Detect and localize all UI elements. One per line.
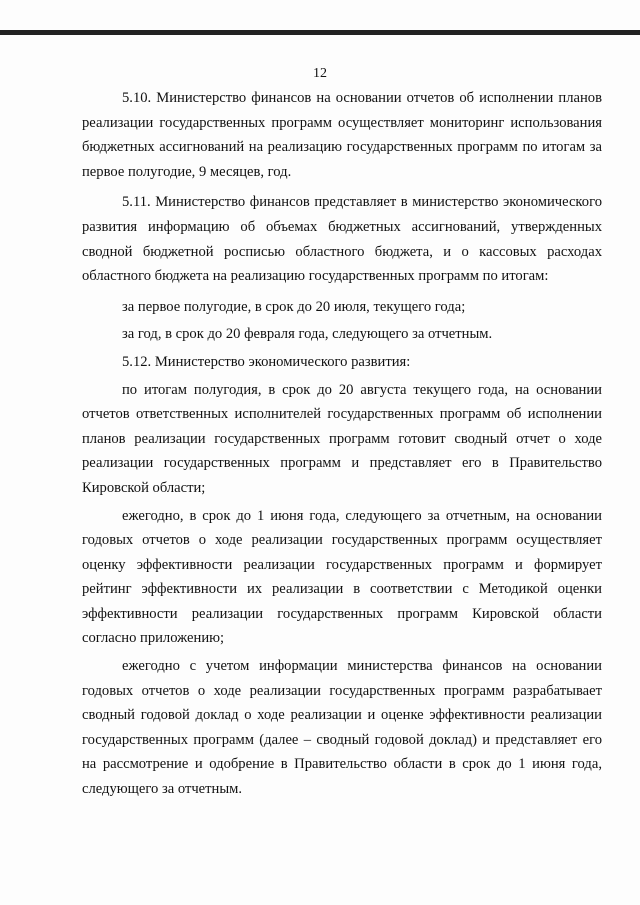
- paragraph-5-11: 5.11. Министерство финансов представляет в министерство экономического развития информацию об объемах бюджетных ассигнований, утвержденных сводной бюджетной росписью областного бюджета, и о кассовых расходах областного бюджета на реализацию государственных программ по итогам:: [82, 194, 602, 285]
- paragraph-5-10: 5.10. Министерство финансов на основании отчетов об исполнении планов реализации государственных программ осуществляет мониторинг использования бюджетных ассигнований на реализацию государственных программ по итогам за первое полугодие, 9 месяцев, год.: [82, 90, 602, 180]
- paragraph-5-12-item-annual-report: ежегодно с учетом информации министерства финансов на основании годовых отчетов о ходе реализации государственных программ разрабатывает сводный годовой доклад о ходе реализации и оценке эффективности реализации государственных программ (далее – сводный годовой доклад) и представляет его на рассмотрение и одобрение в Правительство области в срок до 1 июня года, следующего за отчетным.: [82, 658, 602, 798]
- paragraph-5-12-item-half-year: по итогам полугодия, в срок до 20 августа текущего года, на основании отчетов ответственных исполнителей государственных программ об исполнении планов реализации государственных программ готовит сводный отчет о ходе реализации государственных программ и представляет его в Правительство Кировской области;: [82, 381, 602, 496]
- paragraph-5-11-item-year: за год, в срок до 20 февраля года, следующего за отчетным.: [122, 326, 493, 343]
- document-body: [82, 86, 602, 805]
- paragraph-5-12: 5.12. Министерство экономического развития:: [122, 353, 411, 370]
- top-border-rule: [0, 30, 640, 35]
- paragraph-5-11-item-half-year: за первое полугодие, в срок до 20 июля, текущего года;: [122, 298, 466, 315]
- page-number: 12: [313, 66, 327, 81]
- paragraph-5-12-item-annual-evaluation: ежегодно, в срок до 1 июня года, следующего за отчетным, на основании годовых отчетов о ходе реализации государственных программ осуществляет оценку эффективности реализации государственных программ и формирует рейтинг эффективности их реализации в соответствии с Методикой оценки эффективности реализации государственных программ Кировской области согласно приложению;: [82, 507, 602, 647]
